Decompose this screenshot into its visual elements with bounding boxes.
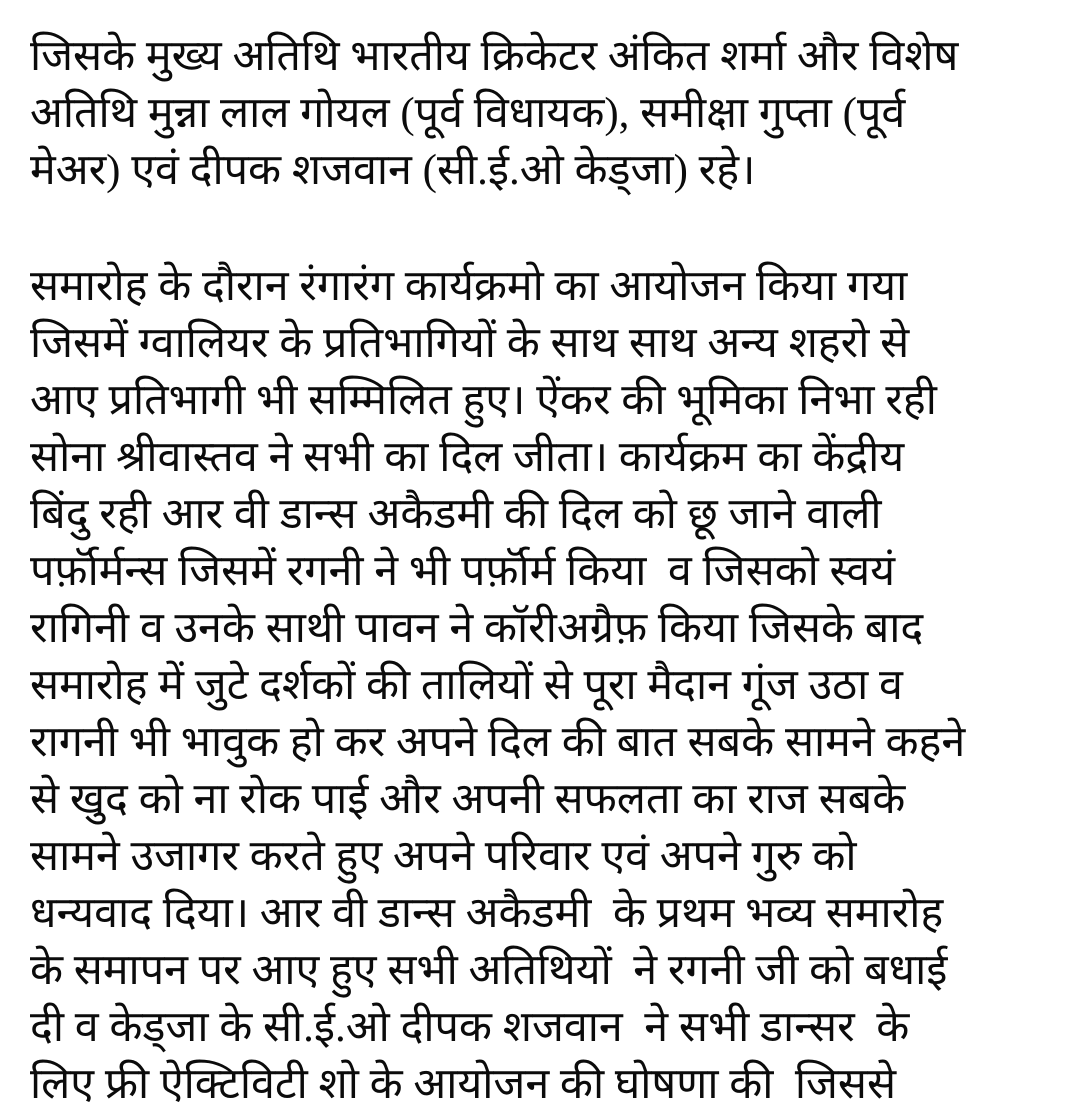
text-line: से खुद को ना रोक पाई और अपनी सफलता का राज सबके — [30, 776, 906, 823]
text-line: मेअर) एवं दीपक शजवान (सी.ई.ओ केड्जा) रहे। — [30, 147, 756, 194]
text-line: समारोह के दौरान रंगारंग कार्यक्रमो का आयोजन किया गया — [30, 263, 908, 310]
paragraph-chief-guests — [30, 28, 1062, 199]
text-line: जिसके मुख्य अतिथि भारतीय क्रिकेटर अंकित शर्मा और विशेष — [30, 33, 959, 80]
text-line-clipped: लिए फ्री ऐक्टिविटी शो के आयोजन की घोषणा की जिससे — [30, 1061, 897, 1108]
text-line: के समापन पर आए हुए सभी अतिथियों ने रगनी जी को बधाई — [30, 947, 948, 994]
text-line: दी व केड्जा के सी.ई.ओ दीपक शजवान ने सभी डान्सर के — [30, 1004, 910, 1051]
text-line: सोना श्रीवास्तव ने सभी का दिल जीता। कार्यक्रम का केंद्रीय — [30, 434, 905, 481]
text-line: जिसमें ग्वालियर के प्रतिभागियों के साथ साथ अन्य शहरो से — [30, 320, 910, 367]
text-line: बिंदु रही आर वी डान्स अकैडमी की दिल को छू जाने वाली — [30, 491, 882, 538]
text-line: समारोह में जुटे दर्शकों की तालियों से पूरा मैदान गूंज उठा व — [30, 662, 903, 709]
text-line: आए प्रतिभागी भी सम्मिलित हुए। ऐंकर की भूमिका निभा रही — [30, 377, 937, 424]
paragraph-event-report — [30, 258, 1062, 1113]
text-line: रागनी भी भावुक हो कर अपने दिल की बात सबके सामने कहने — [30, 719, 966, 766]
text-line: धन्यवाद दिया। आर वी डान्स अकैडमी के प्रथम भव्य समारोह — [30, 890, 944, 937]
text-line: रागिनी व उनके साथी पावन ने कॉरीअग्रैफ़ किया जिसके बाद — [30, 605, 924, 652]
text-line: सामने उजागर करते हुए अपने परिवार एवं अपने गुरु को — [30, 833, 857, 880]
text-line: पर्फ़ॉर्मन्स जिसमें रगनी ने भी पर्फ़ॉर्म किया व जिसको स्वयं — [30, 548, 896, 595]
text-line: अतिथि मुन्ना लाल गोयल (पूर्व विधायक), समीक्षा गुप्ता (पूर्व — [30, 90, 906, 137]
